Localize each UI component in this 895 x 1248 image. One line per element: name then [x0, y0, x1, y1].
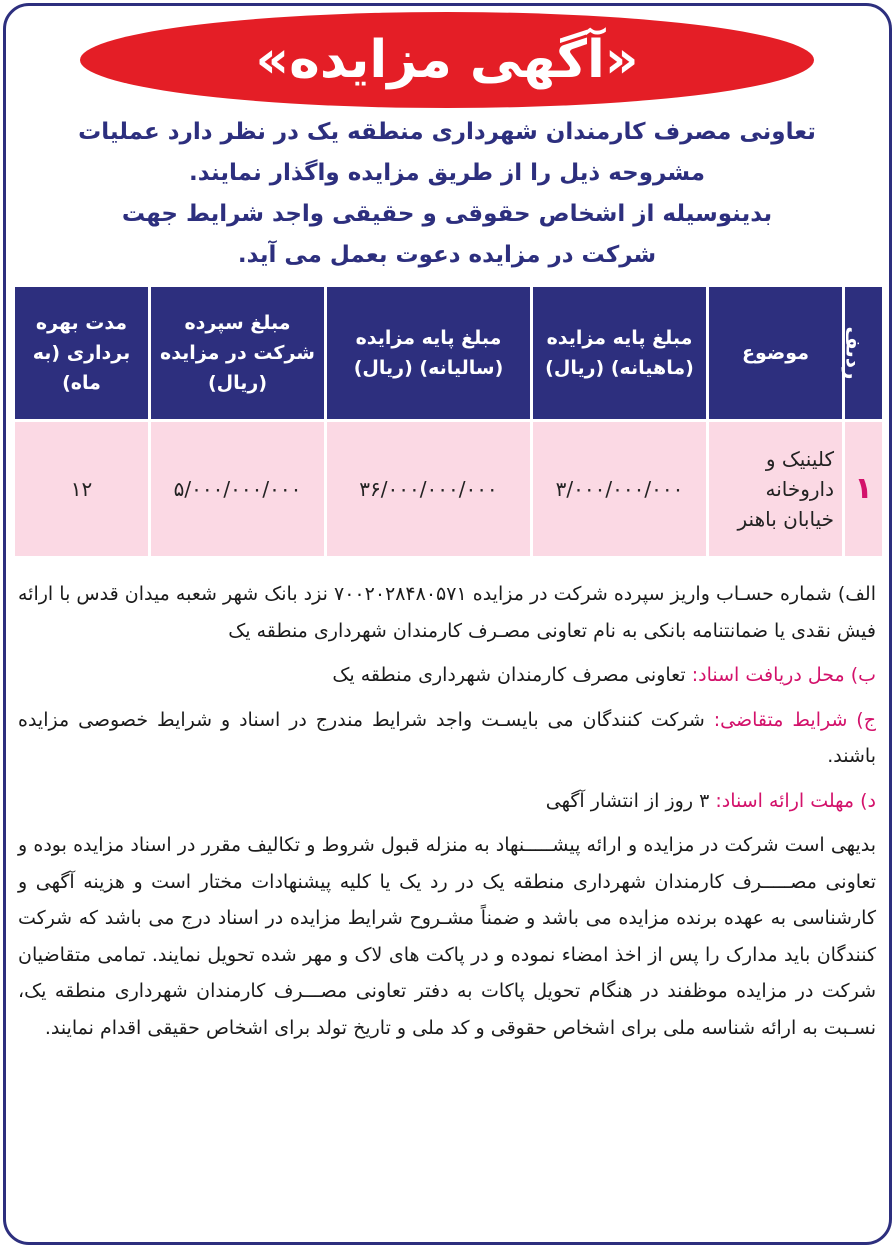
- clause-b-label: ب) محل دریافت اسناد:: [691, 664, 876, 686]
- intro-line: شرکت در مزایده دعوت بعمل می آید.: [237, 242, 657, 268]
- header-deposit: مبلغ سپرده شرکت در مزایده (ریال): [150, 286, 326, 421]
- intro-line: مشروحه ذیل را از طریق مزایده واگذار نمایند.: [188, 160, 706, 186]
- header-subject: موضوع: [708, 286, 844, 421]
- clause-b: [18, 657, 876, 694]
- cell-subject: کلینیک و داروخانه خیابان باهنر: [708, 421, 844, 558]
- clause-b-text: تعاونی مصرف کارمندان شهرداری منطقه یک: [332, 664, 686, 686]
- header-duration: مدت بهره برداری (به ماه): [14, 286, 150, 421]
- cell-duration: ۱۲: [14, 421, 150, 558]
- notice-title: «آگهی مزایده»: [255, 30, 639, 90]
- header-base-monthly: مبلغ پایه مزایده (ماهیانه) (ریال): [532, 286, 708, 421]
- clause-d-label: د) مهلت ارائه اسناد:: [715, 789, 876, 812]
- closing-paragraph: بدیهی است شرکت در مزایده و ارائه پیشـــــنهاد به منزله قبول شروط و تکالیف مقرر در اسناد مزایده بوده و تعاونی مصـــــرف کارمندان شهرداری منطقه یک در رد یک یا کلیه پیشنهادات مختار است و هزینه آگهی و کارشناسی به عهده برنده مزایده می باشد و ضمناً مشـروح شرایط مزایده در اسناد درج می باشد که شرکت کنندگان باید مدارک را پس از اخذ امضاء نموده و در پاکت های لاک و مهر شده تحویل نمایند. تمامی متقاضیان شرکت در مزایده موظفند در هنگام تحویل پاکات به دفتر تعاونی مصـــرف کارمندان شهرداری منطقه یک، نسـبت به ارائه شناسه ملی برای اشخاص حقوقی و کد ملی و تاریخ تولد برای اشخاص حقیقی اقدام نمایند.: [18, 834, 876, 1039]
- cell-row-number: ۱: [844, 421, 884, 558]
- clause-c-label: ج) شرایط متقاضی:: [713, 708, 876, 731]
- cell-deposit: ۵/۰۰۰/۰۰۰/۰۰۰: [150, 421, 326, 558]
- clause-d-text: ۳ روز از انتشار آگهی: [545, 789, 710, 812]
- table-header-row: [14, 286, 884, 421]
- clause-d: [18, 783, 876, 820]
- intro-paragraph: [24, 112, 870, 276]
- header-base-yearly: مبلغ پایه مزایده (سالیانه) (ریال): [326, 286, 532, 421]
- table-row: [14, 421, 884, 558]
- cell-base-monthly: ۳/۰۰۰/۰۰۰/۰۰۰: [532, 421, 708, 558]
- auction-table: [12, 284, 885, 559]
- cell-base-yearly: ۳۶/۰۰۰/۰۰۰/۰۰۰: [326, 421, 532, 558]
- intro-line: بدینوسیله از اشخاص حقوقی و حقیقی واجد شرایط جهت: [121, 201, 773, 227]
- title-banner: [80, 12, 814, 108]
- intro-line: تعاونی مصرف کارمندان شهرداری منطقه یک در نظر دارد عملیات: [78, 119, 816, 145]
- clause-c-text: شرکت کنندگان می بایسـت واجد شرایط مندرج در اسناد و شرایط خصوصی مزایده باشند.: [18, 708, 876, 767]
- notice-body: [18, 576, 876, 1046]
- clause-c: [18, 702, 876, 775]
- header-row-number: ردیف: [844, 286, 884, 421]
- clause-a: الف) شماره حسـاب واریز سپرده شرکت در مزایده ۷۰۰۲۰۲۸۴۸۰۵۷۱ نزد بانک شهر شعبه میدان قدس با ارائه فیش نقدی یا ضمانتنامه بانکی به نام تعاونی مصـرف کارمندان شهرداری منطقه یک: [18, 583, 876, 642]
